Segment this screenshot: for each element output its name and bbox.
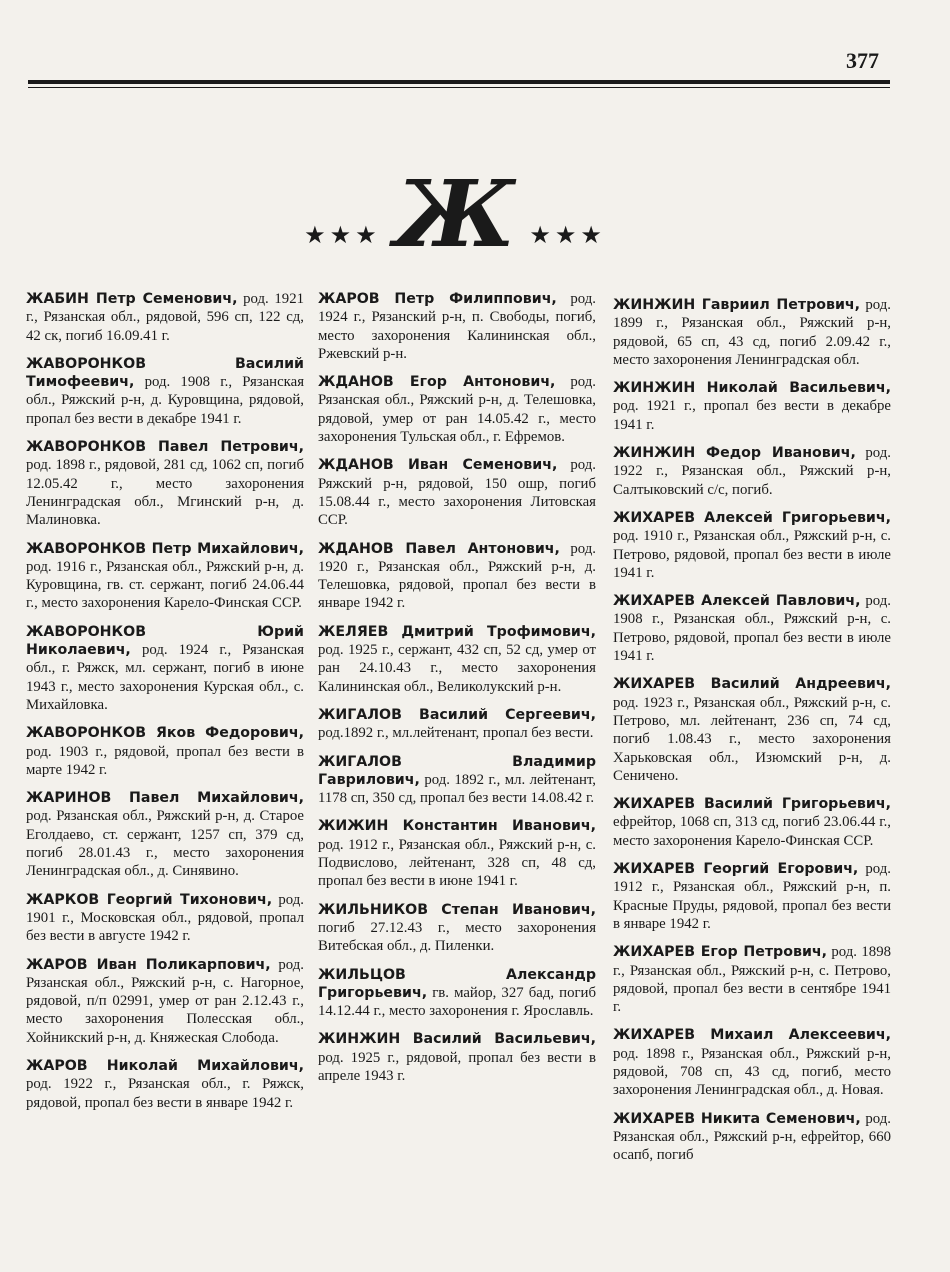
memorial-entry <box>26 891 304 946</box>
entry-details: род. 1898 г., рядовой, 281 сд, 1062 сп, погиб 12.05.42 г., место захоронения Ленинградская обл., Мгинский р-н, д. Малиновка. <box>26 457 304 529</box>
entry-name: ЖИЛЬЦОВ Александр Григорьевич, <box>318 966 596 1001</box>
entry-details: род. 1924 г., Рязанская обл., г. Ряжск, мл. сержант, погиб в июне 1943 г., место захоронения Курская обл., с. Михайловка. <box>26 642 304 713</box>
entry-details: род. 1925 г., сержант, 432 сп, 52 сд, умер от ран 24.10.43 г., место захоронения Калининская обл., Великолукский р-н. <box>318 642 596 695</box>
entry-name: ЖДАНОВ Егор Антонович, <box>318 374 556 391</box>
entry-name: ЖИНЖИН Николай Васильевич, <box>613 380 891 397</box>
stars-right: ★★★ <box>529 223 606 249</box>
entry-details: род. 1898 г., Рязанская обл., Ряжский р-н, рядовой, 708 сп, 43 сд, погиб, место захоронения Ленинградская обл., д. Новая. <box>613 1045 891 1099</box>
entry-name: ЖАВОРОНКОВ Павел Петрович, <box>26 439 304 456</box>
section-letter-heading <box>300 160 610 268</box>
stars-left: ★★★ <box>304 223 381 249</box>
entry-details: род. Рязанская обл., Ряжский р-н, ефрейтор, 660 осапб, погиб <box>613 1110 891 1164</box>
memorial-entry <box>613 296 891 369</box>
memorial-entry <box>318 901 596 956</box>
entry-details: род. 1925 г., рядовой, пропал без вести в апреле 1943 г. <box>318 1049 596 1084</box>
memorial-entry <box>613 675 891 785</box>
entry-name: ЖИХАРЕВ Алексей Павлович, <box>613 593 861 610</box>
entry-details: род. 1921 г., пропал без вести в декабре 1941 г. <box>613 398 891 433</box>
column-1 <box>26 290 304 1122</box>
entry-details: род. 1892 г., мл. лейтенант, 1178 сп, 350 сд, пропал без вести 14.08.42 г. <box>318 771 596 807</box>
entry-name: ЖИХАРЕВ Егор Петрович, <box>613 944 828 961</box>
entry-details: род. Рязанская обл., Ряжский р-н, д. Телешовка, рядовой, умер от ран 14.05.42 г., место захоронения Тульская обл., г. Ефремов. <box>318 374 596 446</box>
entry-details: ефрейтор, 1068 сп, 313 сд, погиб 23.06.44 г., место захоронения Карело-Финская ССР. <box>613 814 891 849</box>
entry-name: ЖИНЖИН Василий Васильевич, <box>318 1031 596 1048</box>
memorial-entry <box>613 379 891 434</box>
entry-details: род. 1924 г., Рязанский р-н, п. Свободы, погиб, место захоронения Калининская обл., Ржевский р-н. <box>318 291 596 362</box>
entry-details: род. 1908 г., Рязанская обл., Ряжский р-н, с. Петрово, рядовой, пропал без вести в июле 1941 г. <box>613 593 891 665</box>
entry-name: ЖАРОВ Петр Филиппович, <box>318 291 557 307</box>
entry-name: ЖИГАЛОВ Василий Сергеевич, <box>318 706 596 723</box>
entry-details: род. 1910 г., Рязанская обл., Ряжский р-н, с. Петрово, рядовой, пропал без вести в июле 1941 г. <box>613 528 891 581</box>
entry-details: погиб 27.12.43 г., место захоронения Витебская обл., д. Пиленки. <box>318 919 596 955</box>
entry-name: ЖАБИН Петр Семенович, <box>26 291 238 307</box>
entry-name: ЖИХАРЕВ Никита Семенович, <box>613 1110 861 1127</box>
entry-name: ЖАВОРОНКОВ Юрий Николаевич, <box>26 623 304 659</box>
entry-name: ЖИЖИН Константин Иванович, <box>318 818 596 835</box>
memorial-entry <box>26 355 304 428</box>
memorial-entry <box>318 623 596 696</box>
entry-name: ЖИХАРЕВ Алексей Григорьевич, <box>613 509 891 526</box>
entry-details: род. 1922 г., Рязанская обл., г. Ряжск, рядовой, пропал без вести в январе 1942 г. <box>26 1076 304 1111</box>
entry-details: род. 1920 г., Рязанская обл., Ряжский р-н, д. Телешовка, рядовой, пропал без вести в январе 1942 г. <box>318 540 596 612</box>
memorial-entry <box>318 966 596 1021</box>
memorial-entry <box>318 373 596 446</box>
memorial-entry <box>26 956 304 1047</box>
memorial-entry <box>613 860 891 933</box>
entry-name: ЖАВОРОНКОВ Яков Федорович, <box>26 725 304 742</box>
memorial-entry <box>26 623 304 714</box>
memorial-entry <box>318 456 596 529</box>
header-rule-thick <box>28 80 890 84</box>
memorial-entry <box>318 1030 596 1085</box>
entry-name: ЖАВОРОНКОВ Петр Михайлович, <box>26 540 304 557</box>
memorial-entry <box>613 795 891 850</box>
memorial-entry <box>26 724 304 779</box>
memorial-entry <box>26 290 304 345</box>
entry-details: род.1892 г., мл.лейтенант, пропал без вести. <box>318 725 594 742</box>
memorial-entry <box>318 290 596 363</box>
entry-details: род. 1899 г., Рязанская обл., Ряжский р-н, рядовой, 65 сп, 43 сд, погиб 2.09.42 г., место захоронения Ленинградская обл. <box>613 297 891 368</box>
entry-details: род. 1903 г., рядовой, пропал без вести в марте 1942 г. <box>26 743 304 778</box>
entry-name: ЖАРОВ Иван Поликарпович, <box>26 956 271 973</box>
entry-details: род. Ряжский р-н, рядовой, 150 ошр, погиб 15.08.44 г., место захоронения Литовская ССР. <box>318 457 596 529</box>
entry-name: ЖАВОРОНКОВ Василий Тимофеевич, <box>26 355 304 391</box>
header-rule-thin <box>28 87 890 88</box>
memorial-entry <box>613 592 891 665</box>
entry-name: ЖДАНОВ Павел Антонович, <box>318 540 560 557</box>
memorial-entry <box>613 943 891 1016</box>
entry-details: род. 1912 г., Рязанская обл., Ряжский р-н, с. Подвислово, лейтенант, 328 сп, 48 сд, пропал без вести в июне 1941 г. <box>318 836 596 890</box>
entry-name: ЖИХАРЕВ Георгий Егорович, <box>613 861 859 878</box>
section-letter: Ж <box>394 160 516 268</box>
entry-details: род. 1901 г., Московская обл., рядовой, пропал без вести в августе 1942 г. <box>26 891 304 945</box>
memorial-entry <box>26 789 304 880</box>
entry-details: род. 1908 г., Рязанская обл., Ряжский р-н, д. Куровщина, рядовой, пропал без вести в декабре 1941 г. <box>26 374 304 427</box>
memorial-entry <box>318 817 596 890</box>
entry-name: ЖИНЖИН Федор Иванович, <box>613 445 856 462</box>
page-number: 377 <box>846 48 879 73</box>
entry-name: ЖАРИНОВ Павел Михайлович, <box>26 790 304 807</box>
entry-name: ЖИХАРЕВ Василий Григорьевич, <box>613 796 891 813</box>
entry-details: гв. майор, 327 бад, погиб 14.12.44 г., место захоронения г. Ярославль. <box>318 984 596 1020</box>
column-3 <box>613 296 891 1174</box>
entry-name: ЖИНЖИН Гавриил Петрович, <box>613 297 861 313</box>
entry-details: род. Рязанская обл., Ряжский р-н, д. Старое Еголдаево, ст. сержант, 1257 сп, 379 сд, погиб 28.01.43 г., место захоронения Ленинградская обл., д. Синявино. <box>26 808 304 880</box>
memorial-entry <box>318 753 596 808</box>
entry-name: ЖАРОВ Николай Михайлович, <box>26 1057 304 1074</box>
memorial-entry <box>613 1110 891 1165</box>
memorial-entry <box>613 509 891 582</box>
entry-details: род. 1898 г., Рязанская обл., Ряжский р-н, с. Петрово, рядовой, пропал без вести в сентябре 1941 г. <box>613 944 891 1016</box>
entry-name: ЖАРКОВ Георгий Тихонович, <box>26 891 273 908</box>
entry-details: род. 1921 г., Рязанская обл., рядовой, 596 сп, 122 сд, 42 ск, погиб 16.09.41 г. <box>26 291 305 344</box>
entry-details: род. 1916 г., Рязанская обл., Ряжский р-н, д. Куровщина, гв. ст. сержант, погиб 24.06.44 г., место захоронения Карело-Финская ССР. <box>26 558 304 612</box>
entry-details: род. Рязанская обл., Ряжский р-н, с. Нагорное, рядовой, п/п 02991, умер от ран 2.12.43 г., место захоронения Полесская обл., Хойникский р-н, д. Княжеская Слобода. <box>26 956 304 1046</box>
entry-name: ЖДАНОВ Иван Семенович, <box>318 457 558 474</box>
entry-name: ЖЕЛЯЕВ Дмитрий Трофимович, <box>318 623 596 640</box>
memorial-entry <box>318 540 596 613</box>
memorial-entry <box>613 1026 891 1099</box>
entry-name: ЖИЛЬНИКОВ Степан Иванович, <box>318 901 596 918</box>
memorial-entry <box>26 540 304 613</box>
memorial-entry <box>318 706 596 743</box>
memorial-entry <box>26 1057 304 1112</box>
entry-name: ЖИХАРЕВ Михаил Алексеевич, <box>613 1027 891 1044</box>
column-2 <box>318 290 596 1095</box>
entry-details: род. 1912 г., Рязанская обл., Ряжский р-н, п. Красные Пруды, рядовой, пропал без вести в январе 1942 г. <box>613 861 891 932</box>
memorial-entry <box>613 444 891 499</box>
entry-details: род. 1922 г., Рязанская обл., Ряжский р-н, Салтыковский с/с, погиб. <box>613 445 891 498</box>
entry-name: ЖИХАРЕВ Василий Андреевич, <box>613 676 891 693</box>
entry-details: род. 1923 г., Рязанская обл., Ряжский р-н, с. Петрово, мл. лейтенант, 236 сп, 74 сд, погиб 1.08.43 г., место захоронения Харьковская обл., Изюмский р-н, д. Сеничено. <box>613 694 891 784</box>
entry-name: ЖИГАЛОВ Владимир Гаврилович, <box>318 753 596 788</box>
memorial-entry <box>26 438 304 529</box>
